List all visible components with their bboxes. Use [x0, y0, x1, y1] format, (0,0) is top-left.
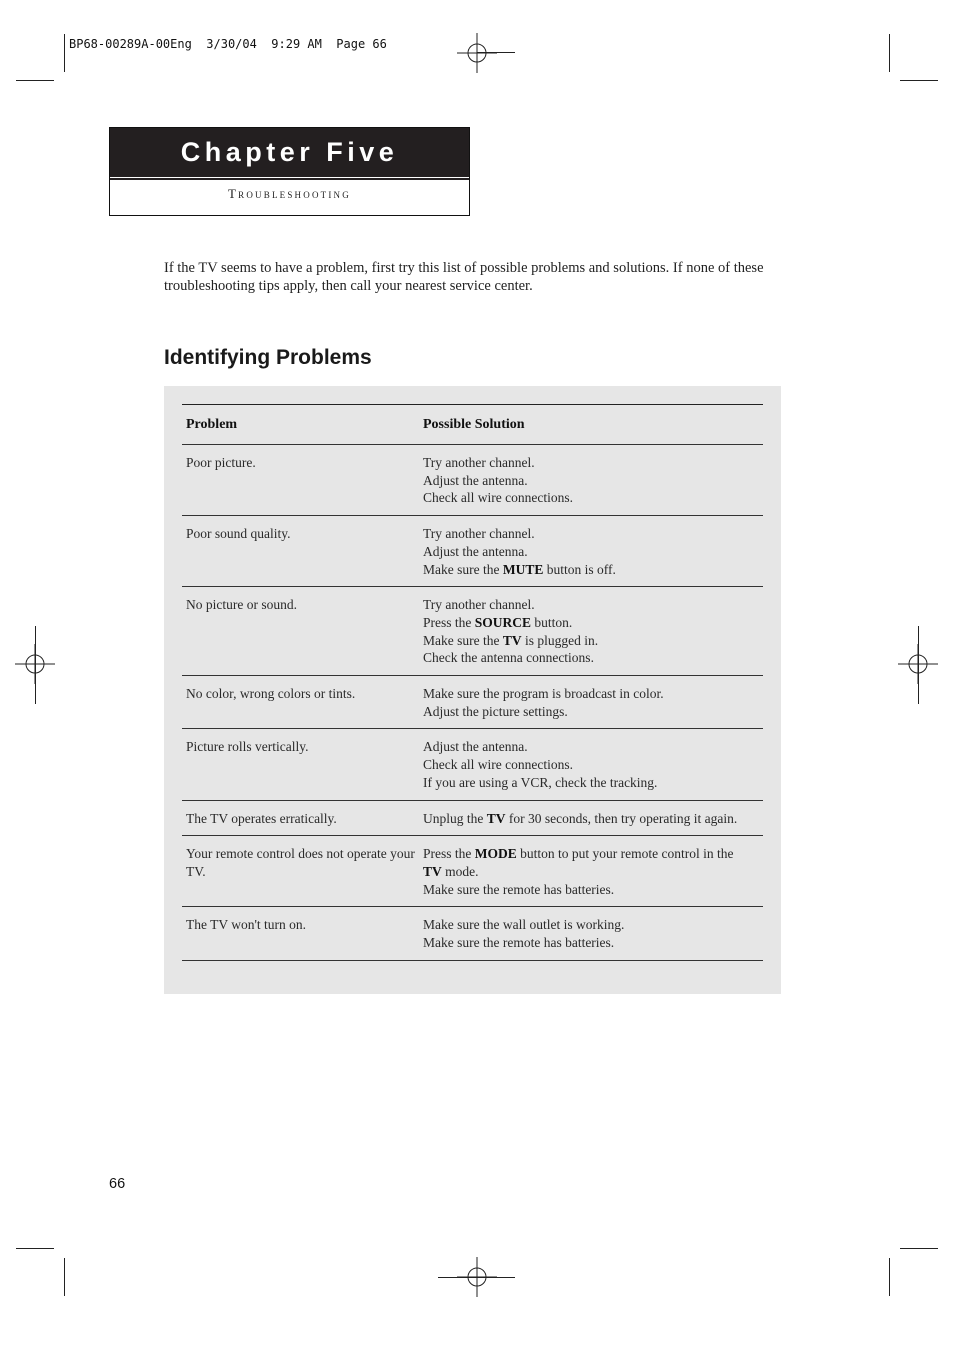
table-row [182, 587, 763, 676]
table-row [182, 445, 763, 516]
solution-cell [423, 454, 763, 507]
intro-paragraph: If the TV seems to have a problem, first try this list of possible problems and solutions. If none of these troubleshooting tips apply, then call your nearest service center. [164, 260, 764, 294]
troubleshooting-table-panel [164, 386, 781, 994]
chapter-title: Chapter Five [110, 128, 469, 177]
solution-line: Press the MODE button to put your remote control in the TV mode. [423, 846, 734, 879]
table-row [182, 907, 763, 960]
crop-mark [35, 626, 36, 704]
solution-line: If you are using a VCR, check the tracking. [423, 774, 658, 790]
crop-mark [477, 52, 515, 53]
page-number: 66 [109, 1176, 126, 1192]
solution-cell [423, 685, 763, 720]
crop-mark [889, 1258, 890, 1296]
registration-mark-icon [457, 33, 497, 73]
solution-cell [423, 738, 763, 791]
solution-line: Try another channel. [423, 597, 535, 613]
solution-line: Adjust the antenna. [423, 472, 528, 488]
solution-line: Make sure the TV is plugged in. [423, 632, 599, 648]
column-header-solution: Possible Solution [423, 416, 525, 432]
section-heading: Identifying Problems [164, 346, 372, 369]
solution-line: Unplug the TV for 30 seconds, then try operating it again. [423, 810, 738, 826]
table-row [182, 676, 763, 729]
solution-line: Make sure the program is broadcast in color. [423, 686, 664, 702]
solution-line: Press the SOURCE button. [423, 614, 573, 630]
problem-cell: Poor sound quality. [186, 526, 291, 542]
troubleshooting-table [182, 404, 763, 961]
chapter-subtitle: Troubleshooting [228, 186, 351, 201]
problem-cell: No picture or sound. [186, 597, 297, 613]
table-row [182, 836, 763, 907]
solution-line: Check the antenna connections. [423, 650, 594, 666]
crop-mark [64, 1258, 65, 1296]
solution-line: Check all wire connections. [423, 490, 573, 506]
problem-cell: Your remote control does not operate your TV. [186, 846, 415, 879]
solution-line: Adjust the picture settings. [423, 703, 568, 719]
crop-mark [918, 626, 919, 704]
chapter-header [109, 127, 470, 216]
solution-line: Try another channel. [423, 455, 535, 470]
solution-cell [423, 810, 763, 828]
crop-mark [16, 80, 54, 81]
column-header-problem: Problem [186, 416, 238, 432]
table-header-row [182, 405, 763, 445]
table-row [182, 516, 763, 587]
solution-line: Make sure the MUTE button is off. [423, 561, 616, 577]
solution-line: Make sure the wall outlet is working. [423, 917, 625, 933]
crop-mark [16, 1248, 54, 1249]
crop-mark [438, 1277, 515, 1278]
problem-cell: Picture rolls vertically. [186, 739, 309, 755]
solution-line: Try another channel. [423, 526, 535, 542]
crop-mark [64, 34, 65, 72]
table-body [182, 445, 763, 961]
solution-cell [423, 525, 763, 578]
crop-mark [900, 80, 938, 81]
table-row [182, 801, 763, 837]
solution-line: Adjust the antenna. [423, 543, 528, 559]
solution-cell [423, 916, 763, 951]
solution-cell [423, 845, 763, 898]
problem-cell: No color, wrong colors or tints. [186, 686, 356, 702]
solution-line: Make sure the remote has batteries. [423, 935, 615, 951]
solution-line: Make sure the remote has batteries. [423, 881, 615, 897]
chapter-divider [110, 178, 469, 180]
crop-mark [889, 34, 890, 72]
crop-mark [900, 1248, 938, 1249]
problem-cell: The TV won't turn on. [186, 917, 307, 933]
table-row [182, 729, 763, 800]
solution-line: Adjust the antenna. [423, 739, 528, 755]
solution-line: Check all wire connections. [423, 757, 573, 773]
problem-cell: Poor picture. [186, 455, 256, 470]
printer-slug: BP68-00289A-00Eng 3/30/04 9:29 AM Page 66 [69, 37, 387, 51]
solution-cell [423, 596, 763, 667]
problem-cell: The TV operates erratically. [186, 810, 337, 826]
